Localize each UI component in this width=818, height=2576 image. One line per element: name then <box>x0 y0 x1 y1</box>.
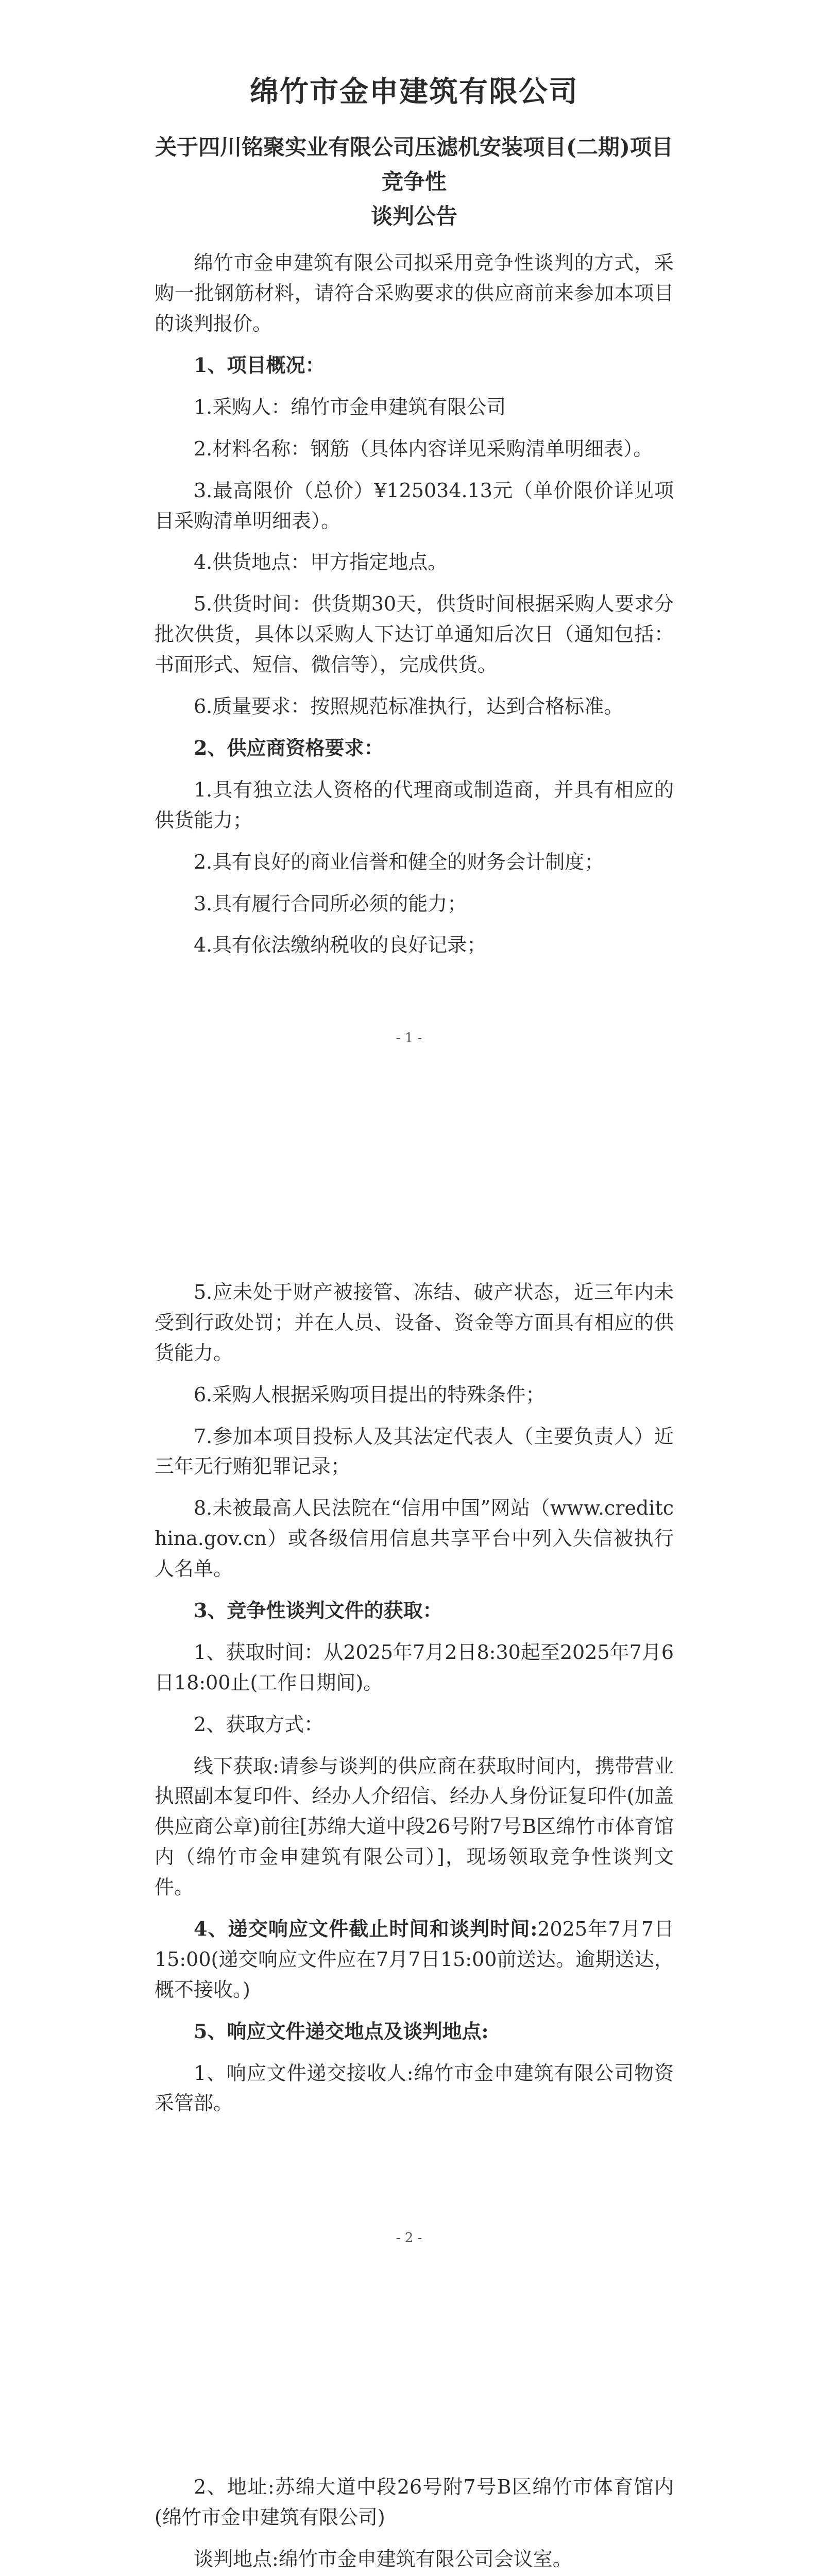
page-2 <box>0 1156 818 2312</box>
section-4 <box>155 1914 674 2005</box>
section-3-heading: 3、竞争性谈判文件的获取： <box>194 1599 442 1622</box>
s1-item-delivery-place: 4.供货地点：甲方指定地点。 <box>194 551 448 574</box>
intro-paragraph: 绵竹市金申建筑有限公司拟采用竞争性谈判的方式，采购一批钢筋材料，请符合采购要求的供应商前来参加本项目的谈判报价。 <box>155 251 674 335</box>
s1-item-material: 2.材料名称：钢筋（具体内容详见采购清单明细表）。 <box>194 437 653 460</box>
section-4-heading: 4、递交响应文件截止时间和谈判时间: <box>194 1917 538 1941</box>
s2-item-8: 8.未被最高人民法院在“信用中国”网站（www.creditchina.gov.cn）或各级信用信息共享平台中列入失信被执行人名单。 <box>155 1497 674 1581</box>
s3-item-offline: 线下获取:请参与谈判的供应商在获取时间内，携带营业执照副本复印件、经办人介绍信、经办人身份证复印件(加盖供应商公章)前往[苏绵大道中段26号附7号B区绵竹市体育馆内（绵竹市金申建筑有限公司）]，现场领取竞争性谈判文件。 <box>155 1754 674 1899</box>
s1-item-purchaser: 1.采购人：绵竹市金申建筑有限公司 <box>194 395 506 418</box>
page-3 <box>0 2312 818 2576</box>
document-subtitle-line2: 谈判公告 <box>370 204 457 229</box>
s2-item-1: 1.具有独立法人资格的代理商或制造商，并具有相应的供货能力； <box>155 778 674 832</box>
s2-item-5: 5.应未处于财产被接管、冻结、破产状态，近三年内未受到行政处罚；并在人员、设备、资金等方面具有相应的供货能力。 <box>155 1281 674 1364</box>
page-number: - 2 - <box>396 2230 422 2246</box>
s2-item-4: 4.具有依法缴纳税收的良好记录； <box>194 934 487 957</box>
document-subtitle-line1: 关于四川铭聚实业有限公司压滤机安装项目(二期)项目竞争性 <box>155 134 673 194</box>
s5-item-address: 2、地址:苏绵大道中段26号附7号B区绵竹市体育馆内(绵竹市金申建筑有限公司) <box>155 2476 674 2529</box>
s3-item-time: 1、获取时间：从2025年7月2日8:30起至2025年7月6日18:00止(工作日期间)。 <box>155 1640 674 1694</box>
s1-item-price-limit: 3.最高限价（总价）¥125034.13元（单价限价详见项目采购清单明细表）。 <box>155 479 674 532</box>
s5-item-venue: 谈判地点:绵竹市金申建筑有限公司会议室。 <box>194 2547 572 2570</box>
section-2-heading: 2、供应商资格要求： <box>194 736 384 759</box>
page-1 <box>0 0 818 1156</box>
s2-item-2: 2.具有良好的商业信誉和健全的财务会计制度； <box>194 850 604 873</box>
s2-item-7: 7.参加本项目投标人及其法定代表人（主要负责人）近三年无行贿犯罪记录； <box>155 1425 674 1478</box>
s3-item-method: 2、获取方式： <box>194 1713 324 1736</box>
document-title: 绵竹市金申建筑有限公司 <box>250 75 578 109</box>
s2-item-3: 3.具有履行合同所必须的能力； <box>194 892 467 915</box>
s2-item-6: 6.采购人根据采购项目提出的特殊条件； <box>194 1383 546 1406</box>
page-number: - 1 - <box>396 1030 422 1046</box>
s1-item-delivery-time: 5.供货时间：供货期30天，供货时间根据采购人要求分批次供货，具体以采购人下达订单通知后次日（通知包括：书面形式、短信、微信等），完成供货。 <box>155 592 674 676</box>
section-1-heading: 1、项目概况： <box>194 353 325 377</box>
section-4-text: 2025年7月7日15:00(递交响应文件应在7月7日15:00前送达。逾期送达，概不接收。) <box>155 1918 674 2001</box>
s1-item-quality: 6.质量要求：按照规范标准执行，达到合格标准。 <box>194 695 624 718</box>
section-5-heading: 5、响应文件递交地点及谈判地点: <box>194 2019 489 2043</box>
s5-item-receiver: 1、响应文件递交接收人:绵竹市金申建筑有限公司物资采管部。 <box>155 2061 674 2115</box>
